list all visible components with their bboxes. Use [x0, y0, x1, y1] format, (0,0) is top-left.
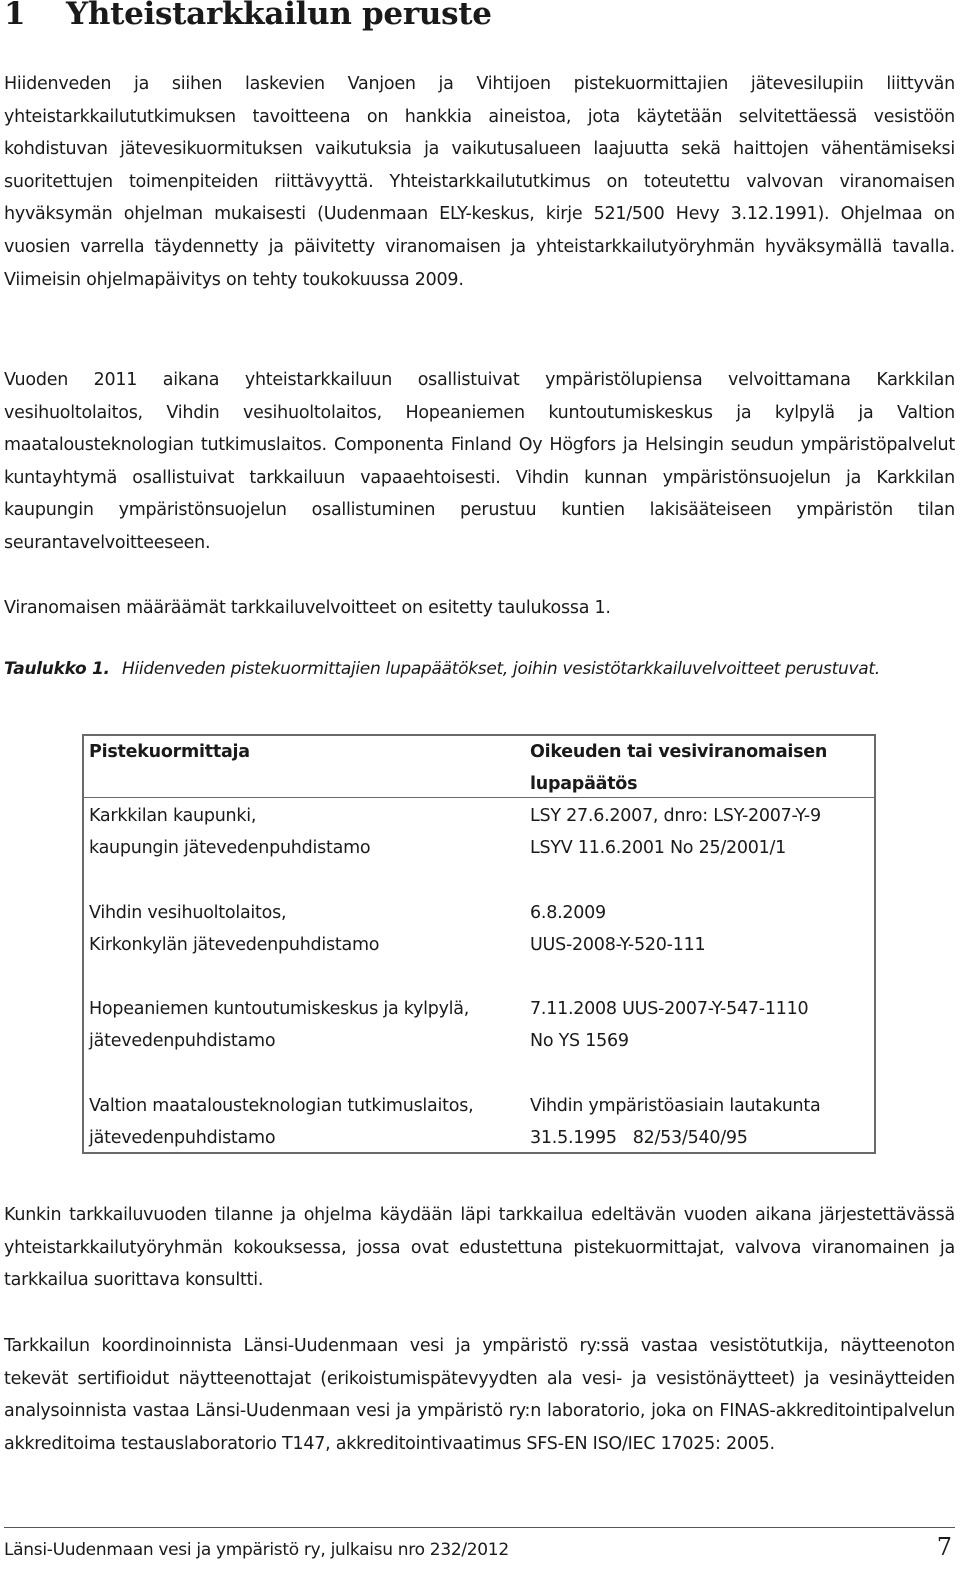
- header-decision-line1: Oikeuden tai vesiviranomaisen: [530, 742, 828, 762]
- cell-polluter: [89, 800, 519, 864]
- paragraph-participants: Vuoden 2011 aikana yhteistarkkailuun osallistuivat ympäristölupiensa velvoittamana Karkkilan vesihuoltolaitos, Vihdin vesihuoltolaitos, Hopeaniemen kuntoutumiskeskus ja kylpylä ja Valtion maatalousteknologian tutkimuslaitos. Componenta Finland Oy Högfors ja Helsingin seudun ympäristöpalvelut kuntayhtymä osallistuivat tarkkailuun vapaaehtoisesti. Vihdin kunnan ympäristönsuojelun ja Karkkilan kaupungin ympäristönsuojelun osallistuminen perustuu kuntien lakisääteiseen ympäristön tilan seurantavelvoitteeseen.: [4, 370, 955, 553]
- paragraph-coordination: Tarkkailun koordinoinnista Länsi-Uudenmaan vesi ja ympäristö ry:ssä vastaa vesistötutkija, näytteenoton tekevät sertifioidut näytteenottajat (erikoistumispätevyydten ala vesi- ja vesistönäytteet) ja vesinäytteiden analysoinnista vastaa Länsi-Uudenmaan vesi ja ympäristö ry:n laboratorio, joka on FINAS-akkreditointipalvelun akkreditoima testauslaboratorio T147, akkreditointivaatimus SFS-EN ISO/IEC 17025: 2005.: [4, 1336, 955, 1454]
- cell-decision-line2: LSYV 11.6.2001 No 25/2001/1: [530, 838, 787, 858]
- cell-decision-line2: UUS-2008-Y-520-111: [530, 935, 706, 955]
- cell-decision-line1: Vihdin ympäristöasiain lautakunta: [530, 1096, 821, 1116]
- section-number: 1: [4, 0, 26, 32]
- header-decision: [530, 736, 870, 800]
- footer-publication: Länsi-Uudenmaan vesi ja ympäristö ry, julkaisu nro 232/2012: [4, 1540, 509, 1560]
- paragraph-working-group: Kunkin tarkkailuvuoden tilanne ja ohjelma käydään läpi tarkkailua edeltävän vuoden aikana järjestettävässä yhteistarkkailutyöryhmän kokouksessa, jossa ovat edustettuna pistekuormittajat, valvova viranomainen ja tarkkailua suorittava konsultti.: [4, 1205, 955, 1291]
- cell-polluter-line2: jätevedenpuhdistamo: [89, 1031, 276, 1051]
- paragraph-purpose: Hiidenveden ja siihen laskevien Vanjoen ja Vihtijoen pistekuormittajien jätevesilupiin liittyvän yhteistarkkailututkimuksen tavoitteena on hankkia aineistoa, jota käytetään selvitettäessä vesistöön kohdistuvan jätevesikuormituksen vaikutuksia ja vaikutusalueen laajuutta sekä haittojen vähentämiseksi suoritettujen toimenpiteiden riittävyyttä. Yhteistarkkailututkimus on toteutettu valvovan viranomaisen hyväksymän ohjelman mukaisesti (Uudenmaan ELY-keskus, kirje 521/500 Hevy 3.12.1991). Ohjelmaa on vuosien varrella täydennetty ja päivitetty viranomaisen ja yhteistarkkailutyöryhmän hyväksymällä tavalla. Viimeisin ohjelmapäivitys on tehty toukokuussa 2009.: [4, 74, 955, 290]
- cell-polluter-line2: Kirkonkylän jätevedenpuhdistamo: [89, 935, 380, 955]
- table-caption-text: Hiidenveden pistekuormittajien lupapäätökset, joihin vesistötarkkailuvelvoitteet perustuvat.: [122, 659, 880, 679]
- cell-polluter: [89, 897, 519, 961]
- cell-decision-line1: LSY 27.6.2007, dnro: LSY-2007-Y-9: [530, 806, 821, 826]
- cell-polluter-line2: jätevedenpuhdistamo: [89, 1128, 276, 1148]
- cell-polluter-line1: Vihdin vesihuoltolaitos,: [89, 903, 287, 923]
- cell-polluter-line1: Karkkilan kaupunki,: [89, 806, 257, 826]
- cell-decision-line1: 7.11.2008 UUS-2007-Y-547-1110: [530, 999, 809, 1019]
- table-caption-label: Taulukko 1.: [4, 659, 110, 679]
- permits-table: [82, 734, 876, 1154]
- table-caption: [4, 656, 955, 683]
- cell-decision: [530, 897, 870, 961]
- cell-polluter-line1: Valtion maatalousteknologian tutkimuslaitos,: [89, 1096, 474, 1116]
- header-decision-line2: lupapäätös: [530, 774, 638, 794]
- header-divider: [84, 797, 874, 798]
- paragraph-obligations: Viranomaisen määräämät tarkkailuvelvoitteet on esitetty taulukossa 1.: [4, 598, 611, 618]
- cell-polluter-line1: Hopeaniemen kuntoutumiskeskus ja kylpylä,: [89, 999, 470, 1019]
- cell-decision: [530, 993, 870, 1057]
- cell-decision-line2: No YS 1569: [530, 1031, 629, 1051]
- cell-decision-line1: 6.8.2009: [530, 903, 606, 923]
- cell-polluter: [89, 1090, 519, 1154]
- cell-decision: [530, 800, 870, 864]
- section-heading: [4, 0, 492, 32]
- section-title: Yhteistarkkailun peruste: [66, 0, 492, 32]
- cell-decision: [530, 1090, 870, 1154]
- cell-decision-line2: 31.5.1995 82/53/540/95: [530, 1128, 748, 1148]
- footer-divider: [4, 1527, 955, 1528]
- page-number: 7: [936, 1533, 952, 1561]
- header-polluter: Pistekuormittaja: [89, 742, 250, 762]
- cell-polluter-line2: kaupungin jätevedenpuhdistamo: [89, 838, 371, 858]
- cell-polluter: [89, 993, 519, 1057]
